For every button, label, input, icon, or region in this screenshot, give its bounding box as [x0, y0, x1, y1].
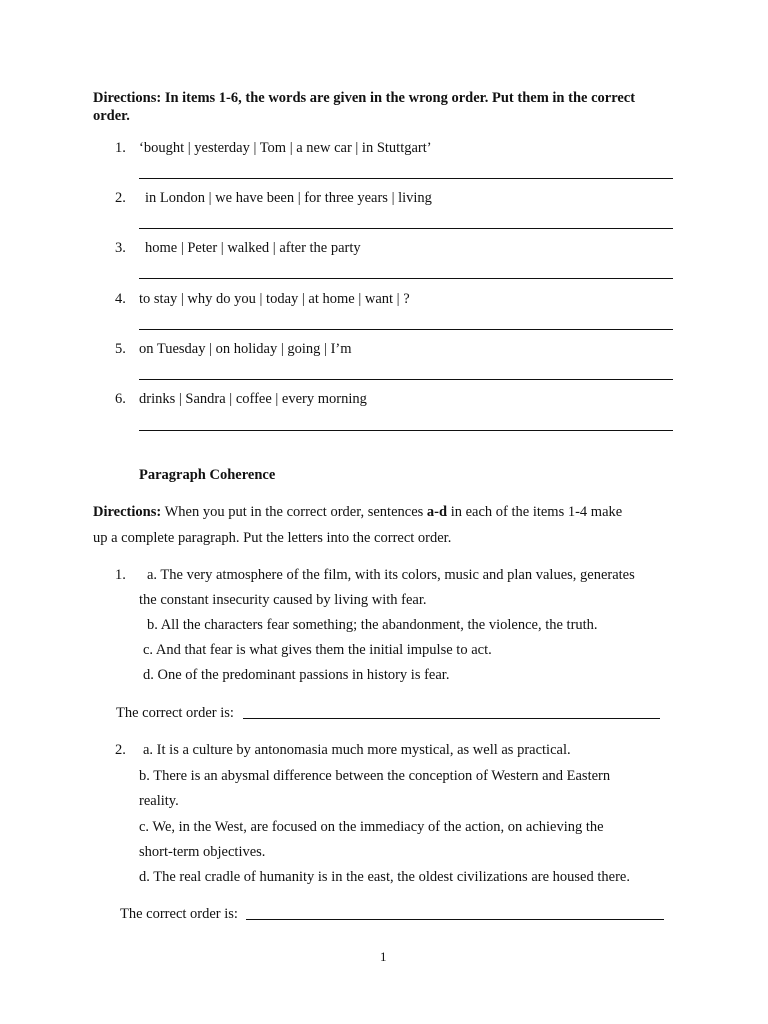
item-text: ‘bought | yesterday | Tom | a new car | in Stuttgart’ [139, 140, 432, 156]
sentence-c: c. And that fear is what gives them the initial impulse to act. [143, 642, 492, 658]
directions-line-2: order. [93, 108, 130, 124]
item-number: 2. [115, 742, 126, 758]
answer-line[interactable] [139, 379, 673, 380]
answer-line[interactable] [139, 329, 673, 330]
item-number: 5. [115, 341, 126, 357]
item-number: 1. [115, 140, 126, 156]
sentence-c-cont: short-term objectives. [139, 844, 266, 860]
answer-line[interactable] [139, 430, 673, 431]
sentence-b: b. There is an abysmal difference between the conception of Western and Eastern [139, 768, 611, 784]
page-number: 1 [380, 949, 387, 964]
answer-line[interactable] [139, 278, 673, 279]
directions-text: in each of the items 1-4 make [447, 504, 623, 520]
sentence-d: d. The real cradle of humanity is in the east, the oldest civilizations are housed there. [139, 869, 630, 885]
sentence-a: a. It is a culture by antonomasia much more mystical, as well as practical. [143, 742, 571, 758]
section-heading: Paragraph Coherence [139, 467, 276, 483]
correct-order-answer-line[interactable] [243, 718, 660, 719]
paragraph-directions-line-2: up a complete paragraph. Put the letters into the correct order. [93, 530, 452, 546]
directions-line-1: Directions: In items 1-6, the words are given in the wrong order. Put them in the correct [93, 90, 636, 106]
sentence-a: a. The very atmosphere of the film, with its colors, music and plan values, generates [147, 567, 635, 583]
item-text: drinks | Sandra | coffee | every morning [139, 391, 367, 407]
sentence-c: c. We, in the West, are focused on the immediacy of the action, on achieving the [139, 819, 604, 835]
answer-line[interactable] [139, 178, 673, 179]
sentence-b-cont: reality. [139, 793, 179, 809]
answer-line[interactable] [139, 228, 673, 229]
item-number: 4. [115, 291, 126, 307]
directions-text: When you put in the correct order, sentences [161, 504, 427, 520]
correct-order-label: The correct order is: [116, 705, 234, 721]
item-text: on Tuesday | on holiday | going | I’m [139, 341, 352, 357]
correct-order-label: The correct order is: [120, 906, 238, 922]
item-text: in London | we have been | for three years | living [145, 190, 432, 206]
directions-range: a-d [426, 504, 448, 520]
directions-label: Directions: [93, 504, 162, 520]
item-number: 6. [115, 391, 126, 407]
item-text: to stay | why do you | today | at home | want | ? [139, 291, 410, 307]
item-number: 3. [115, 240, 126, 256]
sentence-a-cont: the constant insecurity caused by living with fear. [139, 592, 427, 608]
item-number: 2. [115, 190, 126, 206]
item-number: 1. [115, 567, 126, 583]
sentence-d: d. One of the predominant passions in history is fear. [143, 667, 450, 683]
item-text: home | Peter | walked | after the party [145, 240, 361, 256]
sentence-b: b. All the characters fear something; the abandonment, the violence, the truth. [147, 617, 598, 633]
paragraph-directions-line-1 [93, 503, 622, 521]
correct-order-answer-line[interactable] [246, 919, 664, 920]
